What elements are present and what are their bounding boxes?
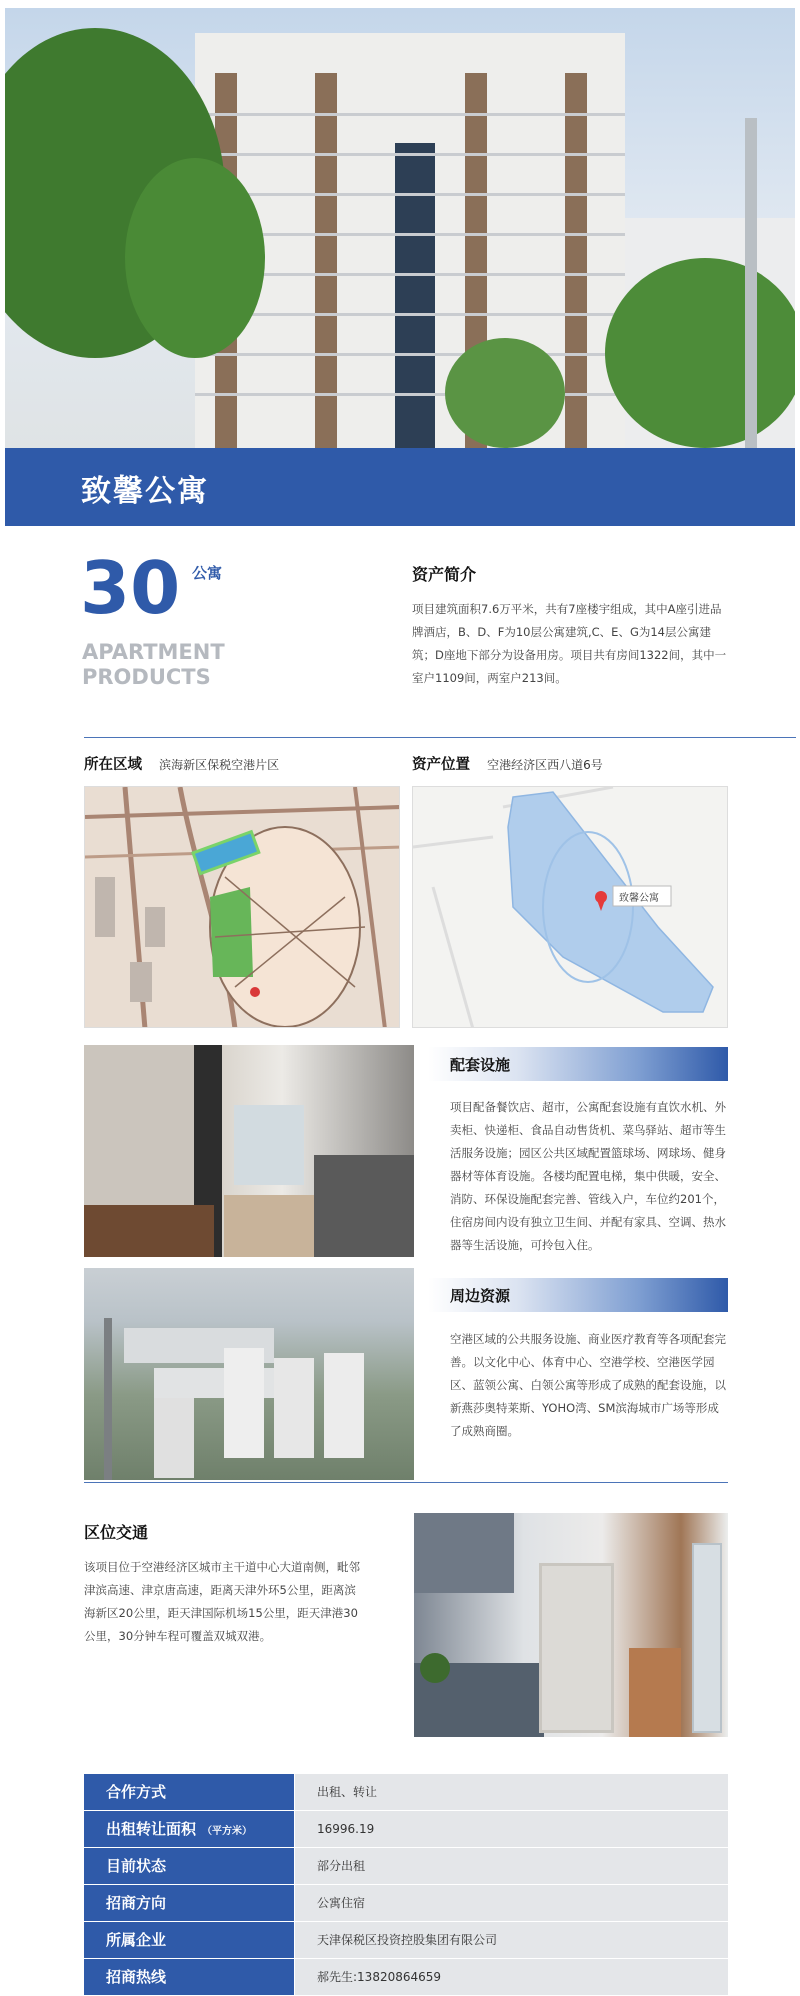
location-value: 空港经济区西八道6号 [487,758,603,772]
district-map [84,786,400,1028]
info-label: 合作方式 [84,1774,294,1810]
info-value: 出租、转让 [295,1774,728,1810]
map-pin-label: 致馨公寓 [619,893,659,904]
facilities-text: 项目配备餐饮店、超市，公寓配套设施有直饮水机、外卖柜、快递柜、食品自动售货机、菜鸟驿站、超市等生活服务设施；园区公共区域配置篮球场、网球场、健身器材等体育设施。各楼均配置电梯，集中供暖，安全、消防、环保设施配套完善、管线入户，车位约201个，住宿房间内设有独立卫生间、并配有家具、空调、热水器等生活设施，可拎包入住。 [450,1100,726,1252]
transport-heading: 区位交通 [84,1523,149,1542]
hero-building-photo [5,8,795,448]
title-bar [5,448,795,526]
info-value: 部分出租 [295,1848,728,1884]
district-map-graphic [85,787,400,1028]
info-row-area [84,1811,728,1847]
info-row-status [84,1848,728,1884]
intro-heading: 资产简介 [412,565,477,584]
area-unit-note: （平方米） [202,1826,253,1837]
transport-text: 该项目位于空港经济区城市主干道中心大道南侧，毗邻津滨高速、津京唐高速，距离天津外环5公里，距离滨海新区20公里，距天津国际机场15公里，距天津港30公里，30分钟车程可覆盖双城双港。 [84,1560,360,1643]
info-value: 16996.19 [295,1811,728,1847]
divider [84,737,796,738]
divider [84,1482,728,1483]
info-value: 郝先生:13820864659 [295,1959,728,1995]
info-row-cooperation [84,1774,728,1810]
info-row-direction [84,1885,728,1921]
apartment-count-unit: 公寓 [192,564,223,582]
info-label: 目前状态 [84,1848,294,1884]
info-row-company [84,1922,728,1958]
info-label: 所属企业 [84,1922,294,1958]
facilities-heading-bar [428,1047,728,1081]
info-value: 公寓住宿 [295,1885,728,1921]
location-row [412,753,603,774]
room-photo [84,1045,414,1257]
location-map-graphic [413,787,728,1028]
info-table [84,1774,728,1996]
location-label: 资产位置 [412,757,470,773]
region-value: 滨海新区保税空港片区 [159,758,280,772]
apartment-count: 30 [80,546,181,630]
aerial-photo [84,1268,414,1480]
surroundings-heading: 周边资源 [450,1287,511,1305]
info-label: 招商方向 [84,1885,294,1921]
kitchen-photo [414,1513,728,1737]
region-label: 所在区域 [84,757,142,773]
page-title: 致馨公寓 [81,474,209,509]
surroundings-heading-bar [428,1278,728,1312]
info-row-hotline [84,1959,728,1995]
info-label: 出租转让面积 （平方米） [84,1811,294,1847]
surroundings-text: 空港区域的公共服务设施、商业医疗教育等各项配套完善。以文化中心、体育中心、空港学校、空港医学园区、蓝领公寓、白领公寓等形成了成熟的配套设施，以新燕莎奥特莱斯、YOHO湾、SM滨海城市广场等形成了成熟商圈。 [450,1332,726,1438]
info-label: 招商热线 [84,1959,294,1995]
region-row [84,753,279,774]
info-value: 天津保税区投资控股集团有限公司 [295,1922,728,1958]
location-map [412,786,728,1028]
apartment-products-label: APARTMENT PRODUCTS [82,640,225,690]
intro-text: 项目建筑面积7.6万平米，共有7座楼宇组成，其中A座引进品牌酒店，B、D、F为10层公寓建筑,C、E、G为14层公寓建筑；D座地下部分为设备用房。项目共有房间1322间，其中一室户1109间，两室户213间。 [412,602,727,685]
facilities-heading: 配套设施 [450,1056,511,1074]
